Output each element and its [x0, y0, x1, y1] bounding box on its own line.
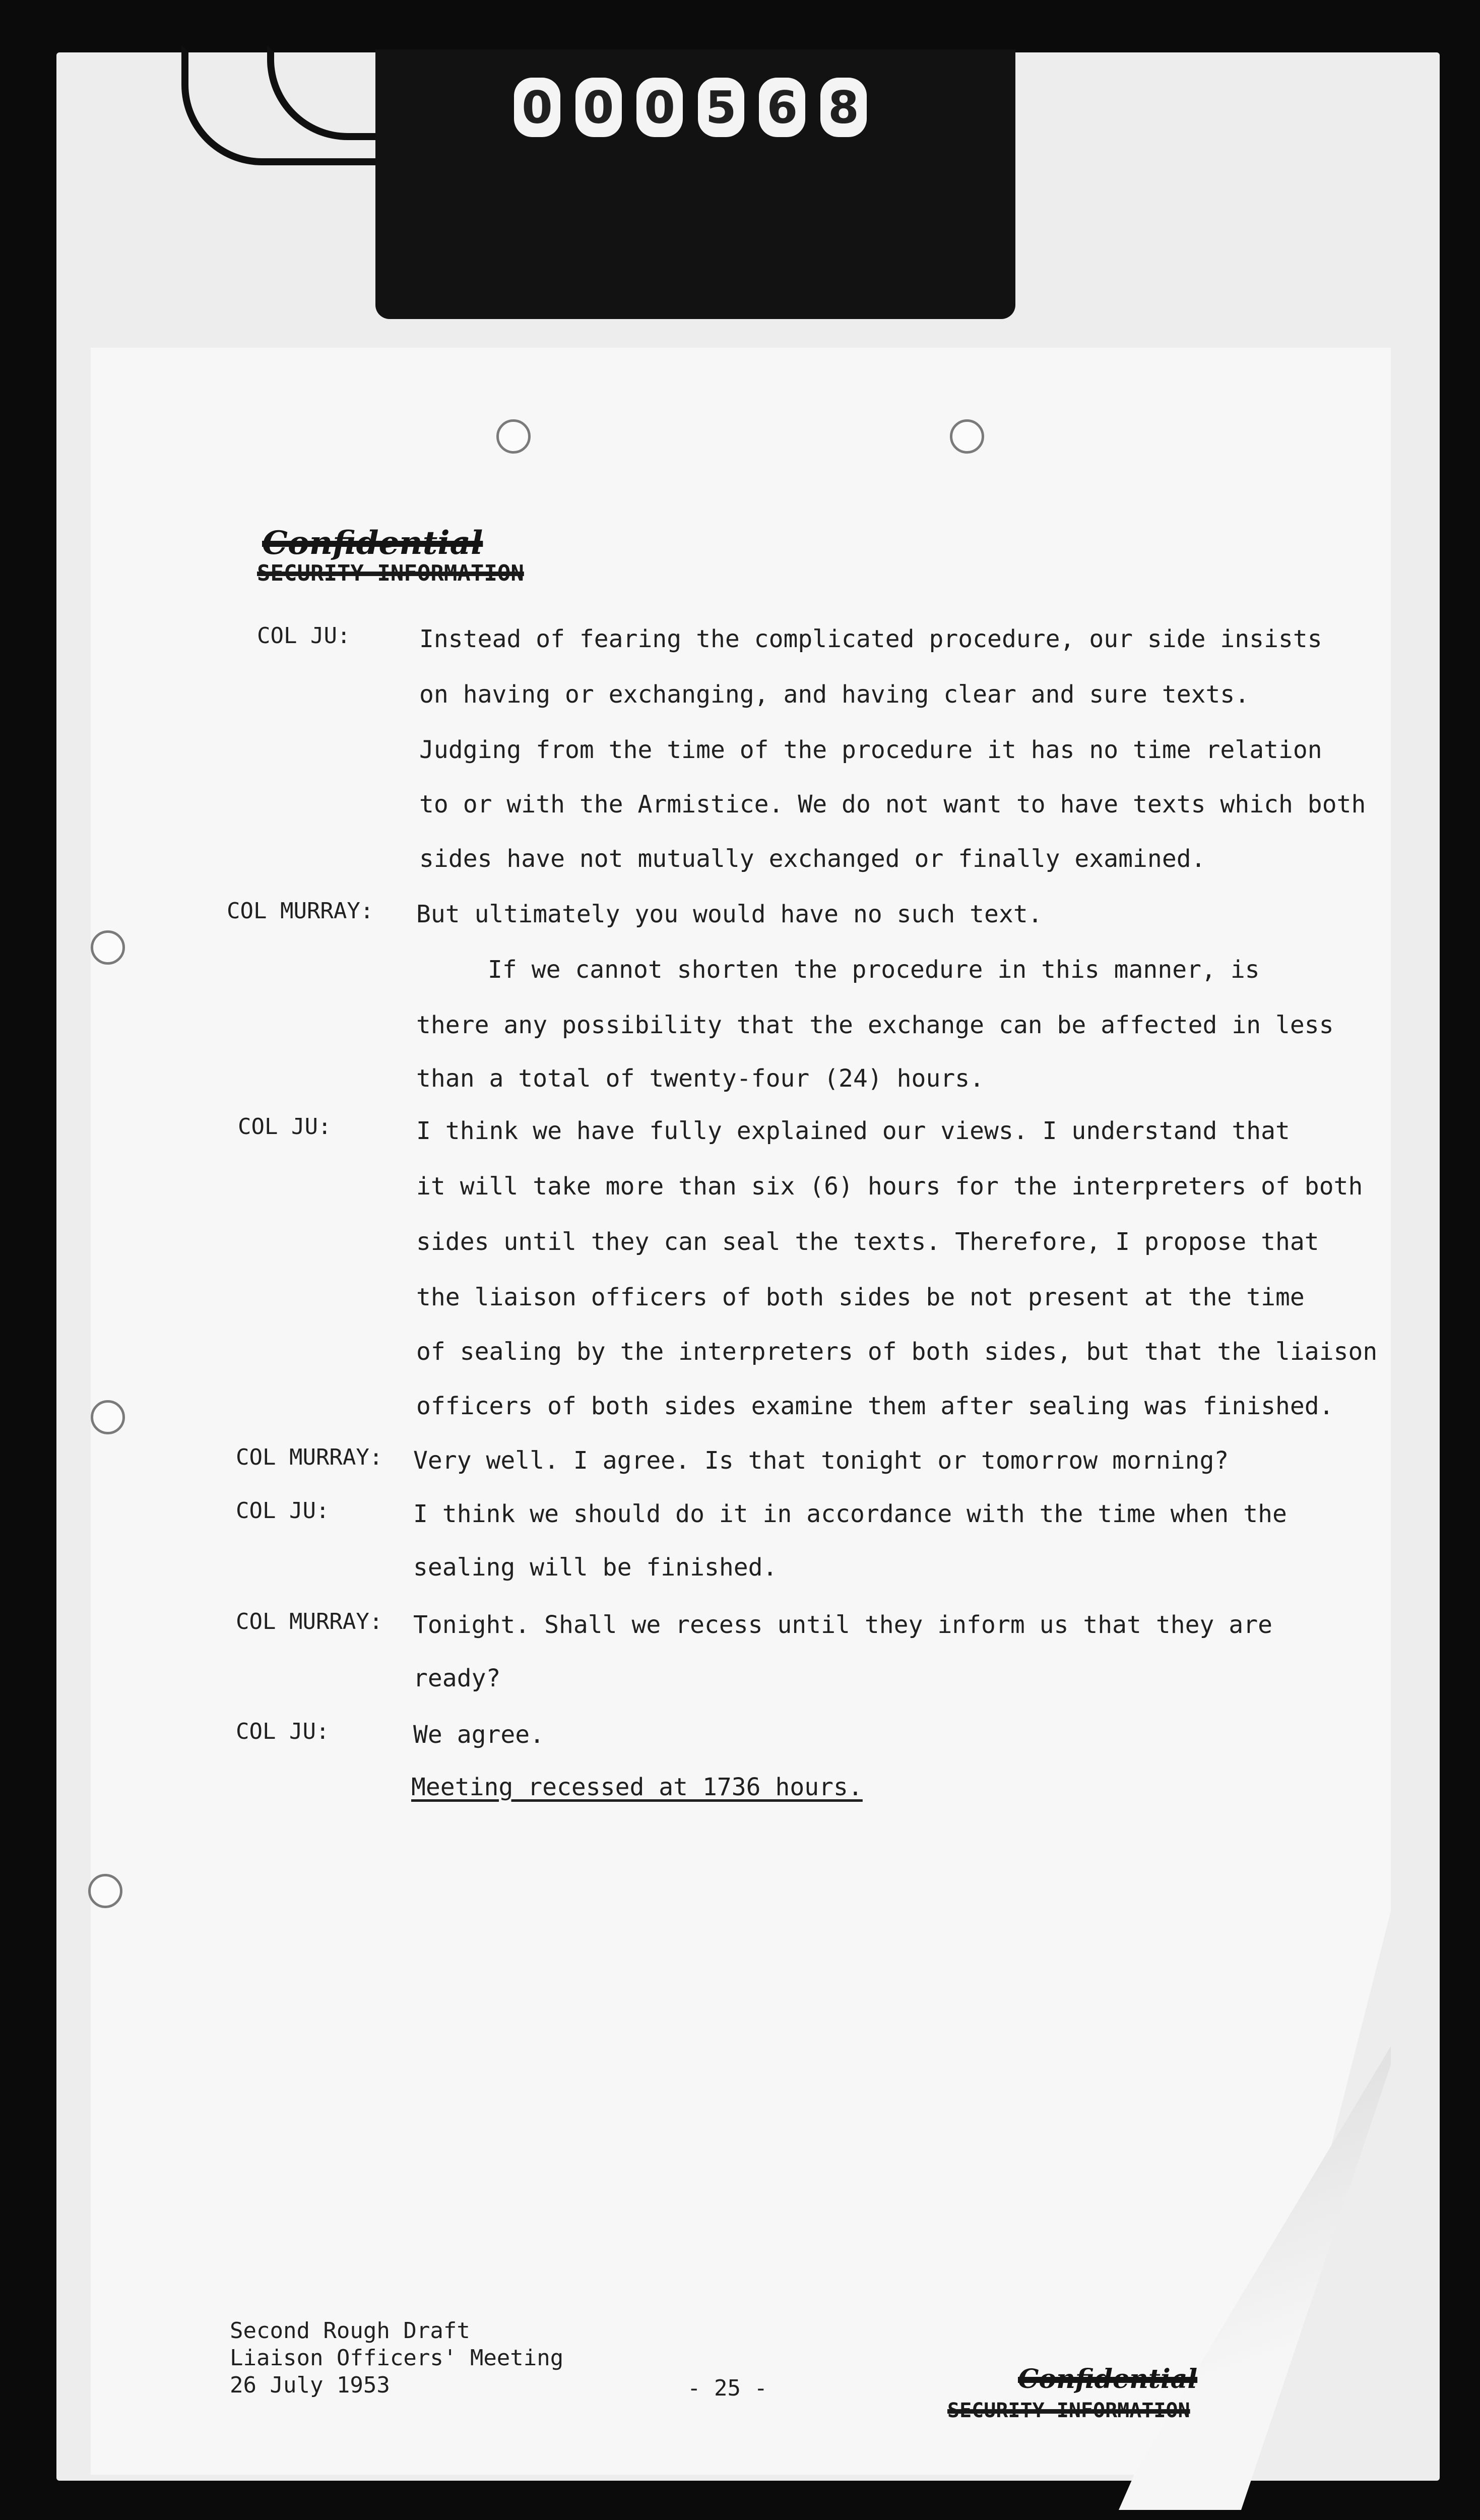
transcript-line: than a total of twenty-four (24) hours.: [416, 1064, 985, 1093]
meeting-date: 26 July 1953: [230, 2372, 390, 2398]
punch-hole: [950, 419, 984, 454]
counter-digit: 0: [636, 78, 683, 137]
transcript-line: the liaison officers of both sides be not present at the time: [416, 1283, 1305, 1311]
counter-digit: 0: [575, 78, 622, 137]
draft-label: Second Rough Draft: [230, 2318, 470, 2344]
transcript-line: sides have not mutually exchanged or finally examined.: [419, 845, 1206, 873]
footer-security-classification: SECURITY INFORMATION: [947, 2399, 1190, 2422]
punch-hole: [91, 930, 125, 965]
speaker-label: COL JU:: [238, 1114, 332, 1140]
counter-digit: 8: [820, 78, 867, 137]
counter-digit: 5: [698, 78, 744, 137]
transcript-line: to or with the Armistice. We do not want to have texts which both: [419, 790, 1366, 818]
speaker-label: COL MURRAY:: [236, 1609, 383, 1634]
transcript-line: sealing will be finished.: [413, 1553, 778, 1582]
counter-digit: 0: [514, 78, 560, 137]
speaker-label: COL MURRAY:: [236, 1444, 383, 1470]
speaker-label: COL JU:: [236, 1719, 330, 1744]
punch-hole: [91, 1400, 125, 1434]
transcript-line: it will take more than six (6) hours for the interpreters of both: [416, 1172, 1363, 1201]
transcript-line: of sealing by the interpreters of both sides, but that the liaison: [416, 1338, 1378, 1366]
transcript-line: sides until they can seal the texts. Therefore, I propose that: [416, 1228, 1319, 1256]
punch-hole: [496, 419, 531, 454]
speaker-label: COL JU:: [236, 1498, 330, 1524]
footer-handwritten-mark: Confidential: [1018, 2364, 1198, 2395]
transcript-line: We agree.: [413, 1721, 545, 1749]
speaker-label: COL MURRAY:: [227, 898, 374, 924]
speaker-label: COL JU:: [257, 623, 351, 649]
transcript-line: But ultimately you would have no such text.: [416, 900, 1043, 928]
transcript-line: officers of both sides examine them after sealing was finished.: [416, 1392, 1334, 1420]
transcript-line: I think we should do it in accordance with the time when the: [413, 1500, 1287, 1528]
transcript-line: If we cannot shorten the procedure in this manner, is: [488, 956, 1260, 984]
transcript-line: on having or exchanging, and having clear and sure texts.: [419, 680, 1250, 709]
transcript-line: ready?: [413, 1664, 501, 1692]
handwritten-classification-mark: Confidential: [262, 524, 483, 562]
page-number: - 25 -: [687, 2375, 767, 2401]
transcript-line: I think we have fully explained our views. I understand that: [416, 1117, 1290, 1145]
transcript-line: Tonight. Shall we recess until they inform us that they are: [413, 1611, 1273, 1639]
transcript-line: Very well. I agree. Is that tonight or tomorrow morning?: [413, 1446, 1229, 1475]
meeting-label: Liaison Officers' Meeting: [230, 2345, 564, 2371]
security-classification-header: SECURITY INFORMATION: [257, 560, 524, 586]
transcript-line: Instead of fearing the complicated procedure, our side insists: [419, 625, 1322, 653]
counter-digit: 6: [759, 78, 805, 137]
transcript-line: there any possibility that the exchange can be affected in less: [416, 1011, 1334, 1039]
transcript-line: Judging from the time of the procedure it has no time relation: [419, 736, 1322, 764]
frame-counter: [375, 49, 1015, 319]
punch-hole: [88, 1874, 122, 1908]
meeting-recess-note: Meeting recessed at 1736 hours.: [411, 1773, 863, 1801]
